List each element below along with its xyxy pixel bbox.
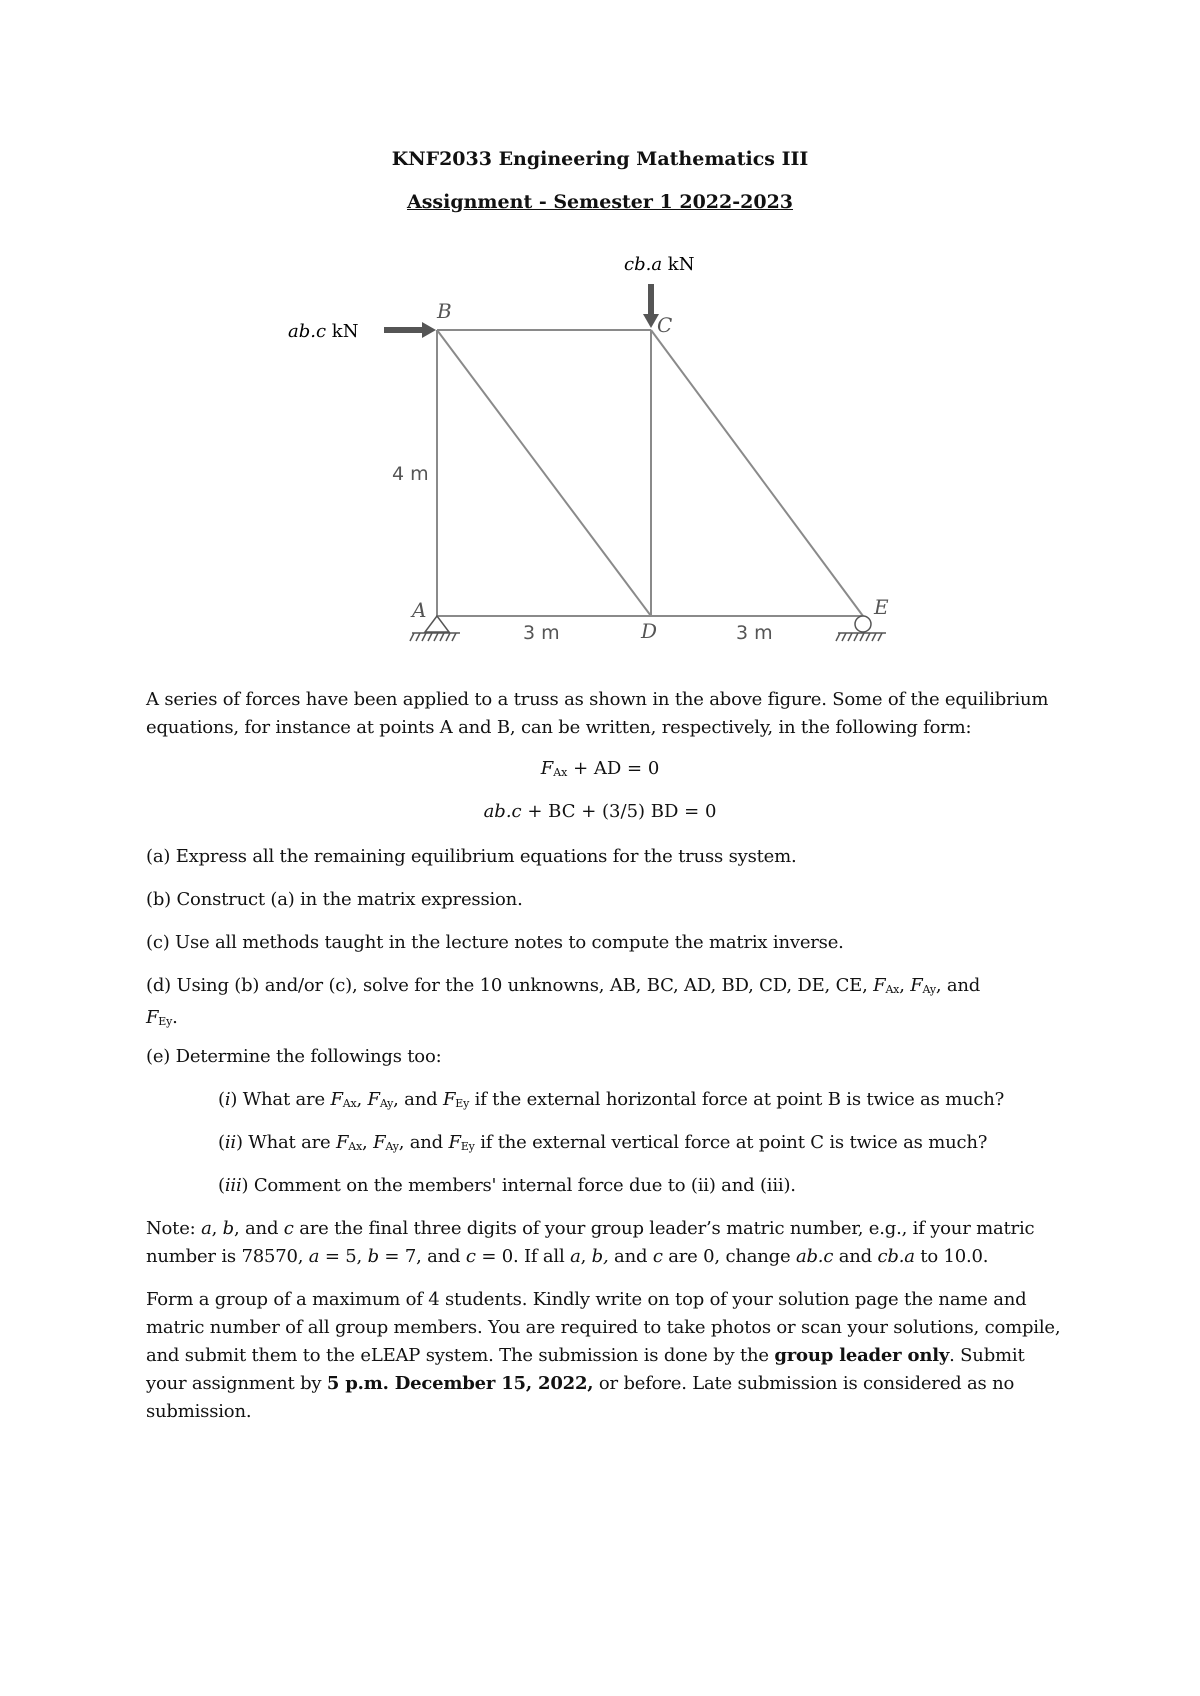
- question-a: (a) Express all the remaining equilibrium equations for the truss system.: [146, 846, 797, 867]
- horizontal-load-arrow: [384, 322, 436, 338]
- horizontal-load-label: ab.c kN: [288, 321, 359, 342]
- node-label-e: E: [874, 595, 889, 619]
- span-dimension-label-2: 3 m: [736, 622, 773, 644]
- question-e: (e) Determine the followings too:: [146, 1046, 442, 1067]
- truss-figure: [0, 0, 1200, 680]
- question-e-ii: (ii) What are $F_{Ax}$, $F_{Ay}$, and $F_{Ey}$ if the external vertical force at point C is twice as much?: [218, 1132, 988, 1153]
- instructions-paragraph: Form a group of a maximum of 4 students. Kindly write on top of your solution page the name and matric number of all group members. You are required to take photos or scan your solutions, compile, and submit them to the eLEAP system. The submission is done by the group leader only. Submit your assignment by 5 p.m. December 15, 2022, or before. Late submission is considered as no submission.: [146, 1289, 1061, 1422]
- question-e-i: (i) What are $F_{Ax}$, $F_{Ay}$, and $F_{Ey}$ if the external horizontal force at point B is twice as much?: [218, 1089, 1005, 1110]
- question-c: (c) Use all methods taught in the lecture notes to compute the matrix inverse.: [146, 932, 844, 953]
- node-label-b: B: [437, 299, 452, 323]
- question-b: (b) Construct (a) in the matrix expression.: [146, 889, 523, 910]
- equation-a: $F_{Ax}$ + AD = 0: [540, 758, 660, 779]
- node-label-c: C: [657, 313, 673, 337]
- course-title: KNF2033 Engineering Mathematics III: [391, 148, 809, 170]
- node-label-a: A: [412, 598, 427, 622]
- node-label-d: D: [641, 619, 658, 643]
- question-e-iii: (iii) Comment on the members' internal force due to (ii) and (iii).: [218, 1175, 796, 1196]
- height-dimension-label: 4 m: [392, 463, 429, 485]
- span-dimension-label-1: 3 m: [523, 622, 560, 644]
- assignment-title: Assignment - Semester 1 2022-2023: [406, 191, 794, 213]
- member-ce: [651, 330, 863, 616]
- question-d: (d) Using (b) and/or (c), solve for the 10 unknowns, AB, BC, AD, BD, CD, DE, CE, $F_{Ax}$, $F_{Ay}$, and $F_{Ey}$.: [146, 975, 981, 1028]
- vertical-load-label: cb.a kN: [624, 254, 695, 275]
- member-bd: [437, 330, 651, 616]
- roller-support-e: [836, 616, 886, 641]
- equation-b: ab.c + BC + (3/5) BD = 0: [483, 801, 717, 822]
- intro-paragraph: A series of forces have been applied to a truss as shown in the above figure. Some of the equilibrium equations, for instance at points A and B, can be written, respectively, in the following form:: [146, 689, 1049, 738]
- note-paragraph: Note: a, b, and c are the final three digits of your group leader’s matric number, e.g., if your matric number is 78570, a = 5, b = 7, and c = 0. If all a, b, and c are 0, change ab.c and cb.a to 10.0.: [146, 1218, 1035, 1267]
